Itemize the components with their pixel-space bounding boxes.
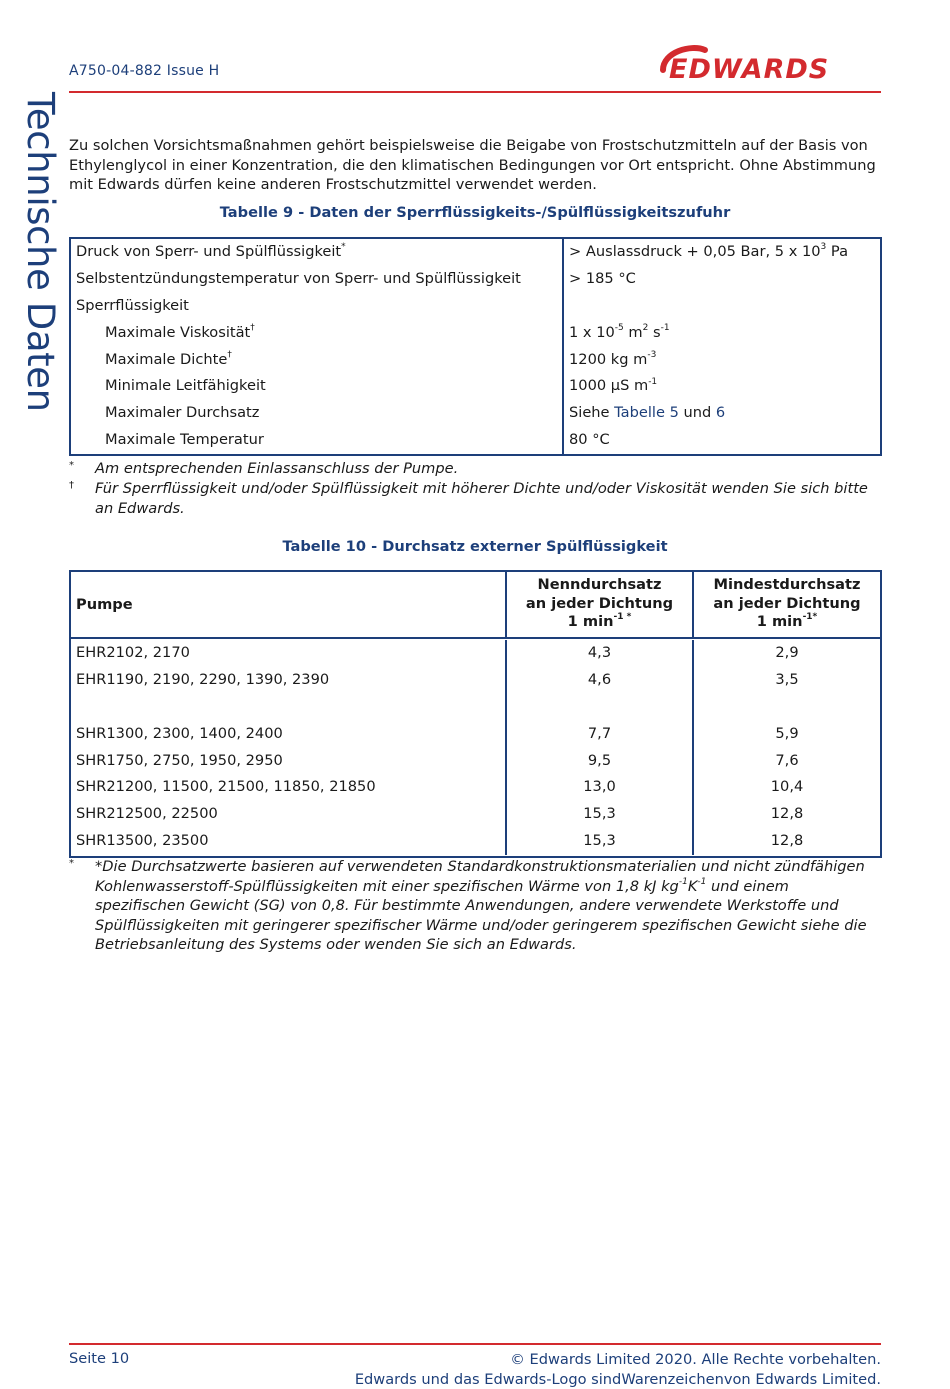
table-header: [71, 572, 880, 639]
table-row: [71, 828, 880, 855]
table9-caption: Tabelle 9 - Daten der Sperrflüssigkeits-/Spülflüssigkeitszufuhr: [219, 204, 731, 221]
cell-pump: SHR1750, 2750, 1950, 2950: [71, 748, 507, 775]
table-cell-label: Maximale Viskosität†: [71, 320, 564, 347]
table6-link[interactable]: 6: [715, 404, 726, 422]
table-row: [71, 748, 880, 775]
table-cell-value: 80 °C: [569, 431, 610, 449]
cell-pump: SHR212500, 22500: [71, 801, 507, 828]
cell-min: 12,8: [770, 832, 804, 850]
cell-nominal: 15,3: [507, 828, 694, 855]
cell-min: 2,9: [775, 644, 799, 661]
table-cell-label: Selbstentzündungstemperatur von Sperr- und Spülflüssigkeit: [71, 266, 564, 293]
table-row: [71, 266, 880, 293]
cell-nominal: 4,3: [507, 640, 694, 667]
svg-text:EDWARDS: EDWARDS: [669, 54, 830, 85]
cell-pump: EHR1190, 2190, 2290, 1390, 2390: [71, 667, 507, 694]
footer-rule: [69, 1343, 881, 1345]
cell-nominal: 15,3: [507, 801, 694, 828]
section-side-title: Technische Daten: [19, 92, 62, 412]
table-cell-value: 1200 kg $m^{-3}$: [569, 349, 657, 368]
table-row: [71, 293, 880, 320]
cell-min: 12,8: [770, 805, 804, 823]
table10-caption: Tabelle 10 - Durchsatz externer Spülflüssigkeit: [282, 538, 668, 555]
table-cell-label: Druck von Sperr- und Spülflüssigkeit*: [71, 239, 564, 266]
page-number: Seite 10: [69, 1350, 130, 1367]
cell-min: 7,6: [775, 751, 799, 769]
cell-pump: SHR21200, 11500, 21500, 11850, 21850: [71, 774, 507, 801]
cell-nominal: 13,0: [507, 774, 694, 801]
table10: [69, 570, 882, 858]
table-row: [71, 667, 880, 694]
table-cell-value: > Auslassdruck + 0,05 Bar, 5 x $10^3$ Pa: [569, 242, 849, 260]
header-rule: [69, 91, 881, 93]
table-row: [71, 721, 880, 748]
table-cell-label: Maximale Dichte†: [71, 347, 564, 374]
cell-min: 10,4: [770, 778, 804, 796]
table-cell-label: Minimale Leitfähigkeit: [71, 373, 564, 400]
cell-pump: SHR1300, 2300, 1400, 2400: [71, 721, 507, 748]
table-cell-label: Maximaler Durchsatz: [71, 400, 564, 427]
table-row: [71, 320, 880, 347]
cell-nominal: [507, 694, 694, 721]
table9: [69, 237, 882, 456]
table9-footnote-2: † Für Sperrflüssigkeit und/oder Spülflüssigkeit mit höherer Dichte und/oder Viskosität wenden Sie sich bitte an Edwards.: [69, 480, 868, 517]
cell-min: [694, 694, 880, 721]
table5-link[interactable]: Tabelle 5: [614, 404, 679, 422]
table10-footnote: * *Die Durchsatzwerte basieren auf verwendeten Standardkonstruktionsmaterialien und nicht zündfähigen Kohlenwasserstoff-Spülflüssigkeiten mit einer spezifischen Wärme von 1,8 kJ $kg^{-1}K^{-1}$ und einem spezifischen Gewicht (SG) von 0,8. Für bestimmte Anwendungen, andere verwendete Werkstoffe und Spülflüssigkeiten mit geringerer spezifischer Wärme und/oder geringerem spezifischen Gewicht siehe die Betriebsanleitung des Systems oder wenden Sie sich an Edwards.: [69, 858, 867, 953]
cell-nominal: 4,6: [507, 667, 694, 694]
header-pump: Pumpe: [71, 572, 507, 637]
table-cell-value: Siehe Tabelle 5 und 6: [569, 404, 726, 422]
table-cell-label: Maximale Temperatur: [71, 427, 564, 454]
cell-nominal: 9,5: [507, 748, 694, 775]
cell-pump: [71, 694, 507, 721]
table-row: [71, 400, 880, 427]
table-row: [71, 239, 880, 266]
table-cell-value: [564, 293, 880, 320]
table-row: [71, 694, 880, 721]
header-nominal-flow: Nenndurchsatz an jeder Dichtung 1 $\min^{-1} ^*$: [507, 572, 694, 637]
table-row: [71, 774, 880, 801]
document-id: A750-04-882 Issue H: [69, 63, 220, 79]
table-cell-value: 1 x $10^{-5}$ $m^2$ $s^{-1}$: [569, 322, 670, 341]
table-row: [71, 801, 880, 828]
table-cell-value: 1000 µS $m^{-1}$: [569, 376, 658, 395]
table-cell-label: Sperrflüssigkeit: [71, 293, 564, 320]
cell-pump: SHR13500, 23500: [71, 828, 507, 855]
table-row: [71, 347, 880, 374]
table9-footnote-1: * Am entsprechenden Einlassanschluss der Pumpe.: [69, 460, 459, 477]
table-row: [71, 373, 880, 400]
table-row: [71, 427, 880, 454]
table-row: [71, 640, 880, 667]
table-cell-value: > 185 °C: [569, 269, 636, 287]
cell-nominal: 7,7: [507, 721, 694, 748]
cell-min: 5,9: [775, 724, 799, 742]
cell-min: 3,5: [775, 670, 799, 688]
intro-paragraph: Zu solchen Vorsichtsmaßnahmen gehört beispielsweise die Beigabe von Frostschutzmitteln auf der Basis von Ethylenglycol in einer Konzentration, die den klimatischen Bedingungen vor Ort entspricht. Ohne Abstimmung mit Edwards dürfen keine anderen Frostschutzmittel verwendet werden.: [69, 137, 876, 193]
edwards-logo: [653, 40, 883, 86]
cell-pump: EHR2102, 2170: [71, 640, 507, 667]
copyright-notice: © Edwards Limited 2020. Alle Rechte vorbehalten. Edwards und das Edwards-Logo sindWarenzeichenvon Edwards Limited.: [354, 1351, 881, 1388]
header-minimum-flow: Mindestdurchsatz an jeder Dichtung 1 $\min^{-1*}$: [713, 576, 861, 630]
